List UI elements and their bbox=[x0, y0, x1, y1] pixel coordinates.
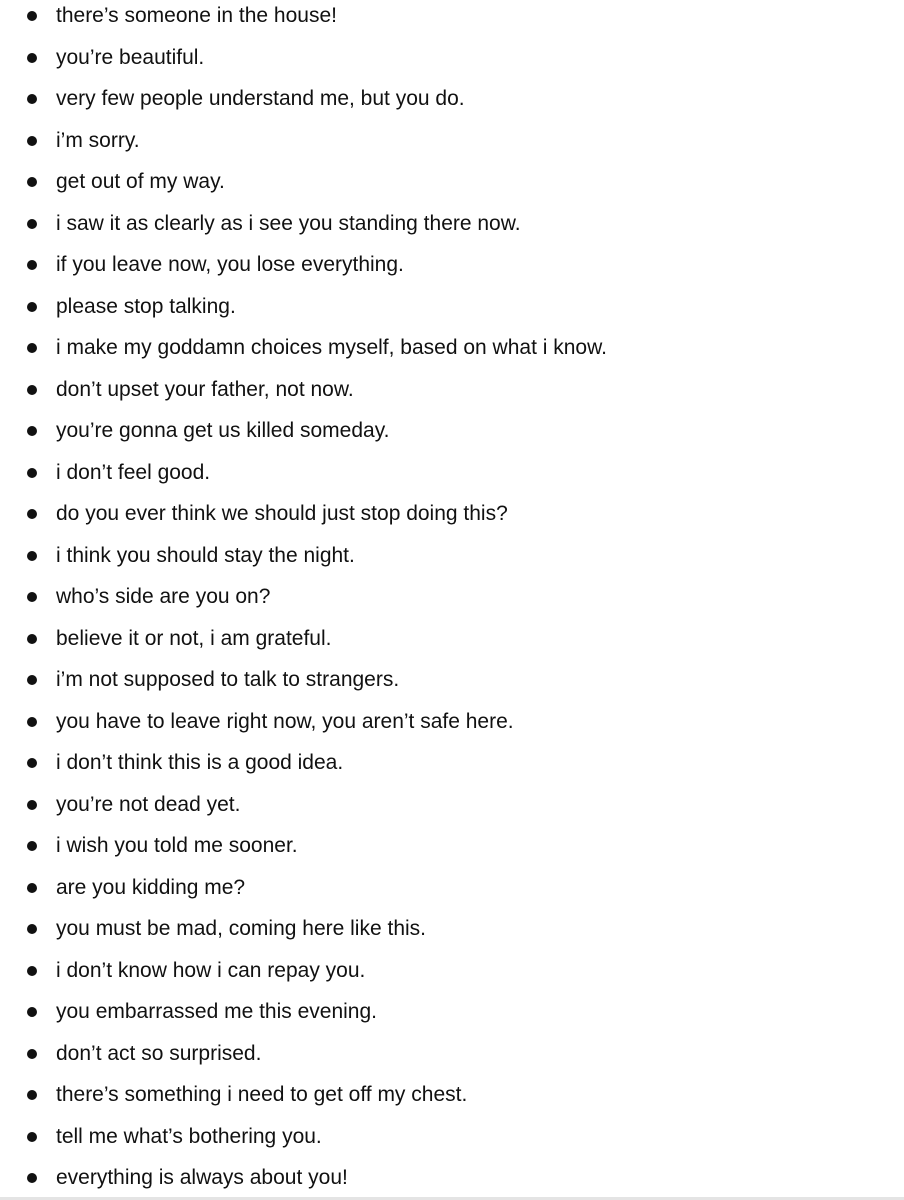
list-item bbox=[0, 493, 904, 535]
bullet-icon bbox=[27, 385, 37, 395]
bullet-icon bbox=[27, 800, 37, 810]
bullet-icon bbox=[27, 343, 37, 353]
bullet-icon bbox=[27, 426, 37, 436]
list-item bbox=[0, 535, 904, 577]
bullet-icon bbox=[27, 302, 37, 312]
bullet-icon bbox=[27, 1173, 37, 1183]
list-item-text: are you kidding me? bbox=[56, 875, 246, 899]
list-item-text: you’re not dead yet. bbox=[56, 792, 241, 816]
list-item-text: i wish you told me sooner. bbox=[56, 834, 298, 857]
bullet-icon bbox=[27, 53, 37, 63]
list-item bbox=[0, 1116, 904, 1158]
list-item bbox=[0, 161, 904, 203]
list-item bbox=[0, 991, 904, 1033]
bullet-icon bbox=[27, 1090, 37, 1100]
bullet-icon bbox=[27, 592, 37, 602]
list-item bbox=[0, 286, 904, 328]
list-item-text: don’t upset your father, not now. bbox=[56, 377, 354, 401]
list-item-text: tell me what’s bothering you. bbox=[56, 1124, 322, 1148]
bullet-icon bbox=[27, 758, 37, 768]
list-item bbox=[0, 369, 904, 411]
bullet-icon bbox=[27, 219, 37, 229]
list-item-text: everything is always about you! bbox=[56, 1166, 348, 1189]
bullet-icon bbox=[27, 883, 37, 893]
bullet-icon bbox=[27, 94, 37, 104]
list-item bbox=[0, 244, 904, 286]
list-item bbox=[0, 1033, 904, 1075]
list-item-text: i saw it as clearly as i see you standing there now. bbox=[56, 211, 521, 235]
bullet-icon bbox=[27, 1007, 37, 1017]
list-item-text: i don’t think this is a good idea. bbox=[56, 751, 344, 774]
list-item-text: don’t act so surprised. bbox=[56, 1041, 262, 1065]
list-item-text: get out of my way. bbox=[56, 170, 225, 193]
list-item-text: please stop talking. bbox=[56, 294, 236, 318]
list-item-text: you’re gonna get us killed someday. bbox=[56, 419, 390, 442]
list-item bbox=[0, 618, 904, 660]
list-item-text: if you leave now, you lose everything. bbox=[56, 253, 404, 276]
list-item-text: i don’t feel good. bbox=[56, 460, 211, 484]
list-item-text: there’s someone in the house! bbox=[56, 4, 337, 27]
list-item bbox=[0, 120, 904, 162]
bullet-icon bbox=[27, 551, 37, 561]
list-item bbox=[0, 659, 904, 701]
list-item-text: who’s side are you on? bbox=[56, 585, 271, 608]
list-item bbox=[0, 825, 904, 867]
bullet-icon bbox=[27, 966, 37, 976]
bullet-icon bbox=[27, 924, 37, 934]
list-item-text: you’re beautiful. bbox=[56, 45, 205, 69]
list-item-text: do you ever think we should just stop doing this? bbox=[56, 502, 508, 525]
bullet-icon bbox=[27, 468, 37, 478]
bullet-icon bbox=[27, 177, 37, 187]
bullet-icon bbox=[27, 260, 37, 270]
list-item bbox=[0, 701, 904, 743]
list-item-text: i’m not supposed to talk to strangers. bbox=[56, 668, 400, 691]
list-item bbox=[0, 784, 904, 826]
list-item bbox=[0, 78, 904, 120]
list-item-text: i’m sorry. bbox=[56, 128, 140, 152]
list-item bbox=[0, 0, 904, 37]
bullet-icon bbox=[27, 634, 37, 644]
list-item bbox=[0, 1157, 904, 1199]
list-item bbox=[0, 203, 904, 245]
list-item bbox=[0, 908, 904, 950]
list-item bbox=[0, 576, 904, 618]
list-item-text: you have to leave right now, you aren’t safe here. bbox=[56, 709, 514, 733]
list-item bbox=[0, 327, 904, 369]
list-item bbox=[0, 452, 904, 494]
list-item bbox=[0, 1074, 904, 1116]
list-item-text: there’s something i need to get off my chest. bbox=[56, 1083, 468, 1106]
bullet-icon bbox=[27, 136, 37, 146]
list-item bbox=[0, 37, 904, 79]
list-item-text: i think you should stay the night. bbox=[56, 543, 355, 567]
list-item bbox=[0, 410, 904, 452]
bullet-icon bbox=[27, 11, 37, 21]
list-item bbox=[0, 950, 904, 992]
list-item bbox=[0, 867, 904, 909]
list-item-text: i don’t know how i can repay you. bbox=[56, 958, 366, 982]
list-item-text: believe it or not, i am grateful. bbox=[56, 626, 332, 650]
bullet-icon bbox=[27, 841, 37, 851]
list-item bbox=[0, 742, 904, 784]
list-item-text: i make my goddamn choices myself, based on what i know. bbox=[56, 336, 607, 359]
list-item-text: you embarrassed me this evening. bbox=[56, 1000, 377, 1023]
bullet-icon bbox=[27, 675, 37, 685]
bullet-icon bbox=[27, 1049, 37, 1059]
bullet-icon bbox=[27, 717, 37, 727]
bullet-icon bbox=[27, 509, 37, 519]
list-item-text: very few people understand me, but you do. bbox=[56, 87, 465, 110]
list-item-text: you must be mad, coming here like this. bbox=[56, 917, 427, 940]
bullet-icon bbox=[27, 1132, 37, 1142]
